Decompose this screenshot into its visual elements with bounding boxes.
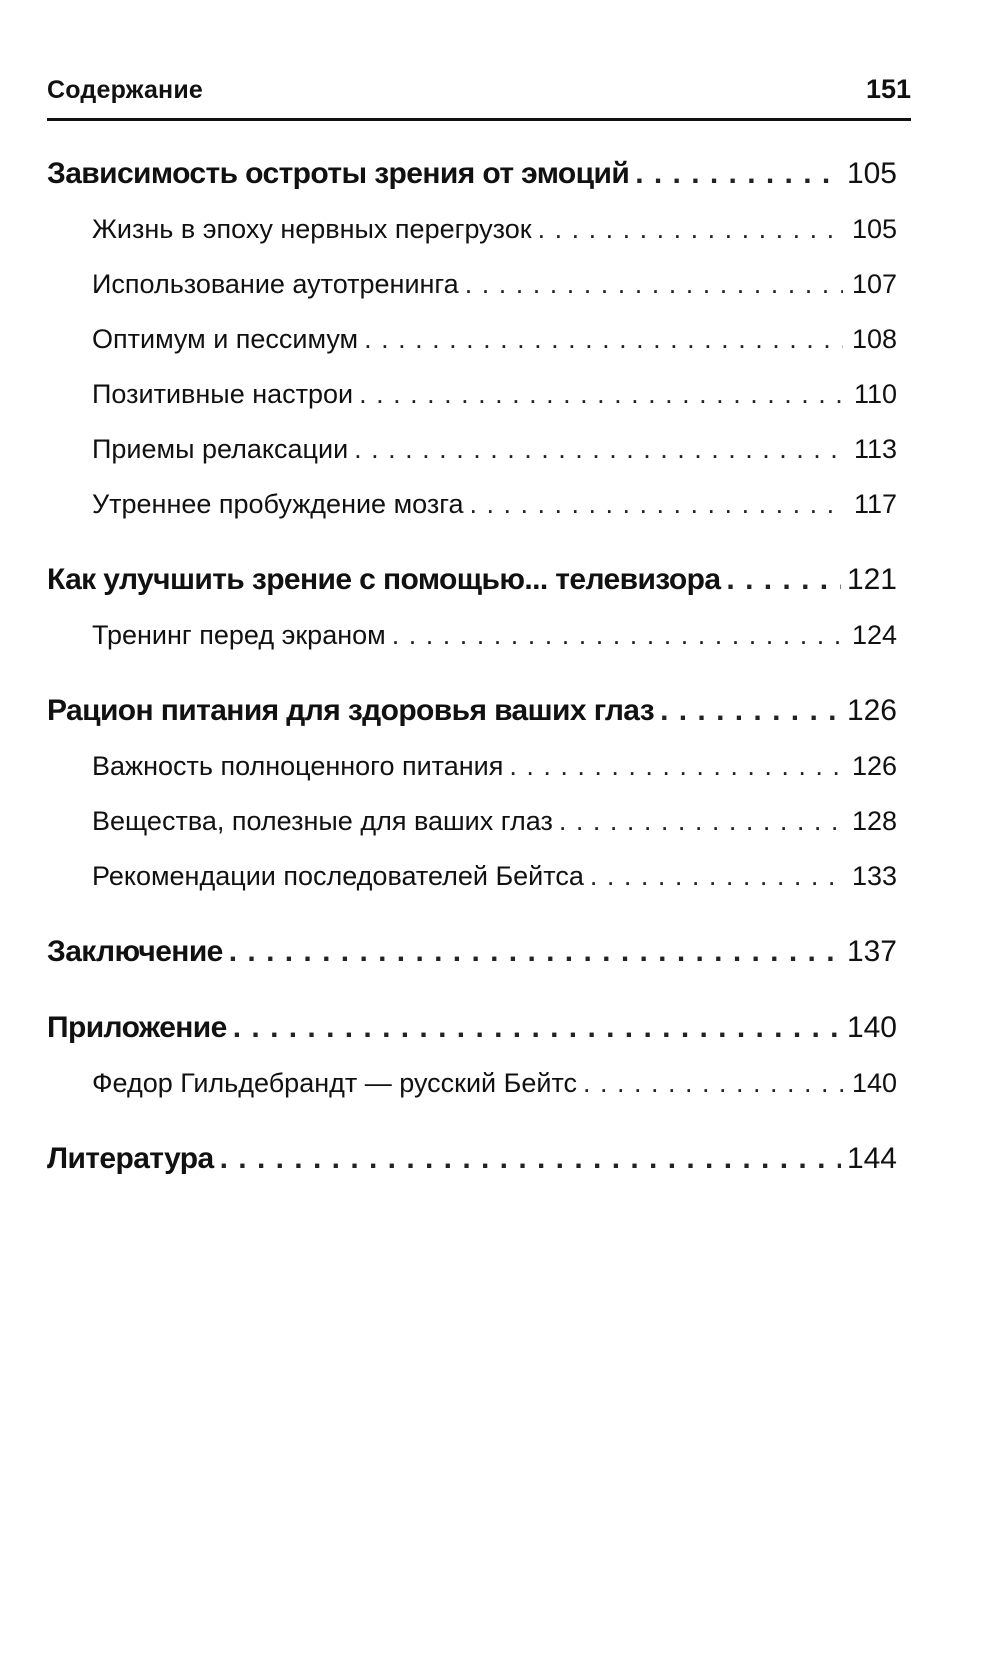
dot-leader	[590, 849, 843, 904]
dot-leader	[364, 312, 843, 367]
toc-section-title: Позитивные настрои	[92, 379, 354, 409]
dot-leader	[233, 1000, 841, 1056]
toc-section-title: Важность полноценного питания	[92, 751, 504, 781]
dot-leader	[509, 739, 843, 794]
toc-section-entry[interactable]	[47, 477, 897, 532]
toc-section-entry[interactable]	[47, 849, 897, 904]
toc-page-number: 133	[851, 861, 897, 891]
running-header	[47, 72, 911, 121]
toc-section-title: Вещества, полезные для ваших глаз	[92, 806, 553, 836]
dot-leader	[392, 608, 843, 663]
toc-section-title: Оптимум и пессимум	[92, 324, 359, 354]
toc-section-entry[interactable]	[47, 739, 897, 794]
toc-page-number: 117	[853, 489, 897, 519]
toc-section-title: Приемы релаксации	[92, 434, 349, 464]
dot-leader	[559, 794, 843, 849]
toc-page-number: 105	[851, 214, 897, 244]
spacer	[47, 532, 897, 552]
toc-chapter-entry[interactable]	[47, 1131, 897, 1187]
toc-section-title: Тренинг перед экраном	[92, 620, 386, 650]
spacer	[47, 1111, 897, 1131]
toc-section-entry[interactable]	[47, 422, 897, 477]
toc-page-number: 144	[846, 1142, 897, 1175]
dot-leader	[470, 477, 843, 532]
toc-chapter-entry[interactable]	[47, 146, 897, 202]
running-header-title: Содержание	[47, 76, 204, 104]
dot-leader	[583, 1056, 843, 1111]
dot-leader	[220, 1131, 841, 1187]
toc-page-number: 126	[851, 751, 897, 781]
toc-page-number: 126	[846, 694, 897, 727]
toc-chapter-title: Как улучшить зрение с помощью... телевизора	[47, 563, 721, 596]
running-header-page-number: 151	[865, 74, 911, 104]
dot-leader	[635, 146, 841, 202]
toc-section-title: Рекомендации последователей Бейтса	[92, 861, 584, 891]
spacer	[47, 663, 897, 683]
toc-section-title: Жизнь в эпоху нервных перегрузок	[92, 214, 532, 244]
toc-chapter-title: Литература	[47, 1142, 214, 1175]
toc-page-number: 107	[851, 269, 897, 299]
toc-chapter-entry[interactable]	[47, 552, 897, 608]
spacer	[47, 904, 897, 924]
toc-section-entry[interactable]	[47, 608, 897, 663]
dot-leader	[538, 202, 843, 257]
dot-leader	[465, 257, 843, 312]
dot-leader	[354, 422, 843, 477]
toc-chapter-title: Приложение	[47, 1011, 227, 1044]
toc-page-number: 140	[846, 1011, 897, 1044]
toc-chapter-title: Зависимость остроты зрения от эмоций	[47, 157, 630, 190]
toc-section-entry[interactable]	[47, 312, 897, 367]
spacer	[47, 980, 897, 1000]
toc-page-number: 108	[851, 324, 897, 354]
dot-leader	[660, 683, 841, 739]
toc-section-entry[interactable]	[47, 257, 897, 312]
toc-chapter-entry[interactable]	[47, 1000, 897, 1056]
toc-section-entry[interactable]	[47, 202, 897, 257]
toc-section-entry[interactable]	[47, 794, 897, 849]
toc-chapter-entry[interactable]	[47, 683, 897, 739]
dot-leader	[359, 367, 843, 422]
toc-page-number: 121	[846, 563, 897, 596]
toc-section-title: Утреннее пробуждение мозга	[92, 489, 464, 519]
toc-section-title: Федор Гильдебрандт — русский Бейтс	[92, 1068, 578, 1098]
toc-page-number: 113	[853, 434, 897, 464]
dot-leader	[726, 552, 841, 608]
toc-page-number: 110	[853, 379, 897, 409]
toc-section-entry[interactable]	[47, 1056, 897, 1111]
toc-chapter-entry[interactable]	[47, 924, 897, 980]
toc-section-title: Использование аутотренинга	[92, 269, 459, 299]
table-of-contents	[47, 146, 897, 1187]
toc-section-entry[interactable]	[47, 367, 897, 422]
toc-page-number: 105	[846, 157, 897, 190]
toc-page-number: 137	[846, 935, 897, 968]
toc-chapter-title: Рацион питания для здоровья ваших глаз	[47, 694, 655, 727]
toc-chapter-title: Заключение	[47, 935, 223, 968]
toc-page-number: 140	[851, 1068, 897, 1098]
dot-leader	[229, 924, 841, 980]
toc-page-number: 128	[851, 806, 897, 836]
toc-page-number: 124	[851, 620, 897, 650]
